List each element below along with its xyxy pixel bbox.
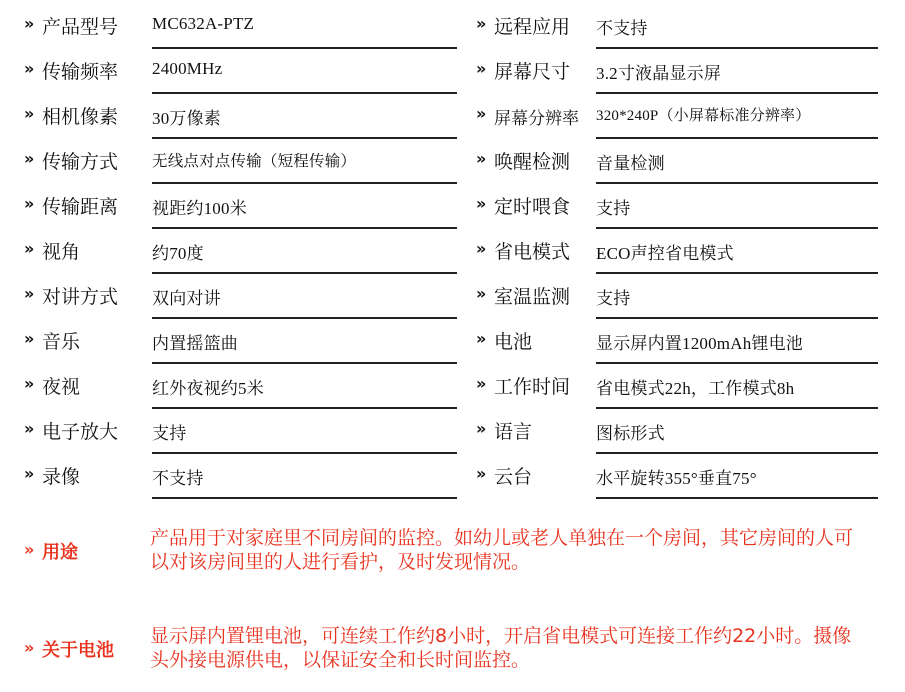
spec-value: 双向对讲 xyxy=(152,289,221,308)
spec-label: 产品型号 xyxy=(42,16,119,38)
spec-label: 夜视 xyxy=(42,376,81,398)
bullet-icon: » xyxy=(24,104,35,123)
spec-row-pan-tilt xyxy=(476,453,886,498)
spec-label: 定时喂食 xyxy=(494,196,571,218)
spec-row-battery xyxy=(476,318,886,363)
spec-value: 视距约100米 xyxy=(152,199,247,218)
bullet-icon: » xyxy=(476,464,487,483)
spec-label: 电子放大 xyxy=(42,421,119,443)
bullet-icon: » xyxy=(24,329,35,348)
spec-value: 约70度 xyxy=(152,244,204,263)
spec-row-wake-detection xyxy=(476,138,886,183)
spec-row-transmission-distance xyxy=(24,183,434,228)
spec-label: 屏幕尺寸 xyxy=(494,61,571,83)
bullet-icon: » xyxy=(476,284,487,303)
spec-row-model xyxy=(24,3,434,48)
bullet-icon: » xyxy=(476,239,487,258)
spec-label: 传输距离 xyxy=(42,196,119,218)
note-text: 显示屏内置锂电池，可连续工作约8小时，开启省电模式可连接工作约22小时。摄像头外接电源供电，以保证安全和长时间监控。 xyxy=(150,625,852,671)
bullet-icon: » xyxy=(24,14,35,33)
spec-label: 室温监测 xyxy=(494,286,571,308)
spec-value: 音量检测 xyxy=(596,154,665,173)
spec-row-digital-zoom xyxy=(24,408,434,453)
spec-value: 图标形式 xyxy=(596,424,665,443)
bullet-icon: » xyxy=(24,239,35,258)
spec-label: 传输方式 xyxy=(42,151,119,173)
bullet-icon: » xyxy=(476,419,487,438)
battery-note xyxy=(24,622,884,682)
spec-value: 显示屏内置1200mAh锂电池 xyxy=(596,334,803,353)
note-text: 产品用于对家庭里不同房间的监控。如幼儿或老人单独在一个房间，其它房间的人可以对该房间里的人进行看护，及时发现情况。 xyxy=(150,527,854,573)
spec-value: MC632A-PTZ xyxy=(152,14,255,33)
spec-label: 唤醒检测 xyxy=(494,151,571,173)
spec-value: 不支持 xyxy=(596,19,648,38)
bullet-icon: » xyxy=(476,194,487,213)
underline xyxy=(596,497,878,499)
bullet-icon: » xyxy=(476,329,487,348)
spec-label: 音乐 xyxy=(42,331,81,353)
bullet-icon: » xyxy=(24,419,35,438)
spec-label: 录像 xyxy=(42,466,81,488)
spec-value: 红外夜视约5米 xyxy=(152,379,264,398)
spec-row-view-angle xyxy=(24,228,434,273)
spec-row-power-saving xyxy=(476,228,886,273)
spec-label: 传输频率 xyxy=(42,61,119,83)
spec-label: 对讲方式 xyxy=(42,286,119,308)
spec-label: 相机像素 xyxy=(42,106,119,128)
spec-row-working-time xyxy=(476,363,886,408)
spec-value: 2400MHz xyxy=(152,59,223,78)
spec-label: 屏幕分辨率 xyxy=(494,109,579,129)
bullet-icon: » xyxy=(24,284,35,303)
spec-row-timed-feeding xyxy=(476,183,886,228)
spec-label: 云台 xyxy=(494,466,533,488)
spec-row-intercom xyxy=(24,273,434,318)
usage-note xyxy=(24,524,884,584)
note-label: 关于电池 xyxy=(42,640,114,661)
bullet-icon: » xyxy=(476,104,487,123)
spec-label: 电池 xyxy=(494,331,533,353)
spec-row-transmission-mode xyxy=(24,138,434,183)
spec-value: ECO声控省电模式 xyxy=(596,244,734,263)
bullet-icon: » xyxy=(476,59,487,78)
spec-row-screen-resolution xyxy=(476,93,886,138)
bullet-icon: » xyxy=(24,638,35,657)
spec-value: 3.2寸液晶显示屏 xyxy=(596,64,722,83)
spec-value: 30万像素 xyxy=(152,109,221,128)
spec-row-frequency xyxy=(24,48,434,93)
spec-label: 省电模式 xyxy=(494,241,571,263)
spec-row-recording xyxy=(24,453,434,498)
spec-value: 省电模式22h，工作模式8h xyxy=(596,379,795,398)
spec-value: 320*240P（小屏幕标准分辨率） xyxy=(596,108,811,124)
spec-label: 视角 xyxy=(42,241,81,263)
bullet-icon: » xyxy=(24,59,35,78)
spec-label: 远程应用 xyxy=(494,16,571,38)
underline xyxy=(152,497,457,499)
spec-value: 不支持 xyxy=(152,469,204,488)
bullet-icon: » xyxy=(476,14,487,33)
spec-value: 水平旋转355°垂直75° xyxy=(596,469,757,488)
bullet-icon: » xyxy=(476,374,487,393)
bullet-icon: » xyxy=(24,374,35,393)
bullet-icon: » xyxy=(476,149,487,168)
spec-row-pixels xyxy=(24,93,434,138)
spec-label: 工作时间 xyxy=(494,376,571,398)
bullet-icon: » xyxy=(24,540,35,559)
spec-value: 支持 xyxy=(596,289,631,308)
spec-row-language xyxy=(476,408,886,453)
spec-value: 无线点对点传输（短程传输） xyxy=(152,153,357,170)
spec-value: 支持 xyxy=(596,199,631,218)
spec-row-remote-app xyxy=(476,3,886,48)
spec-row-screen-size xyxy=(476,48,886,93)
bullet-icon: » xyxy=(24,194,35,213)
spec-value: 内置摇篮曲 xyxy=(152,334,238,353)
spec-label: 语言 xyxy=(494,421,533,443)
bullet-icon: » xyxy=(24,464,35,483)
spec-row-night-vision xyxy=(24,363,434,408)
spec-row-room-temp xyxy=(476,273,886,318)
note-label: 用途 xyxy=(42,542,78,563)
bullet-icon: » xyxy=(24,149,35,168)
spec-value: 支持 xyxy=(152,424,187,443)
spec-row-music xyxy=(24,318,434,363)
